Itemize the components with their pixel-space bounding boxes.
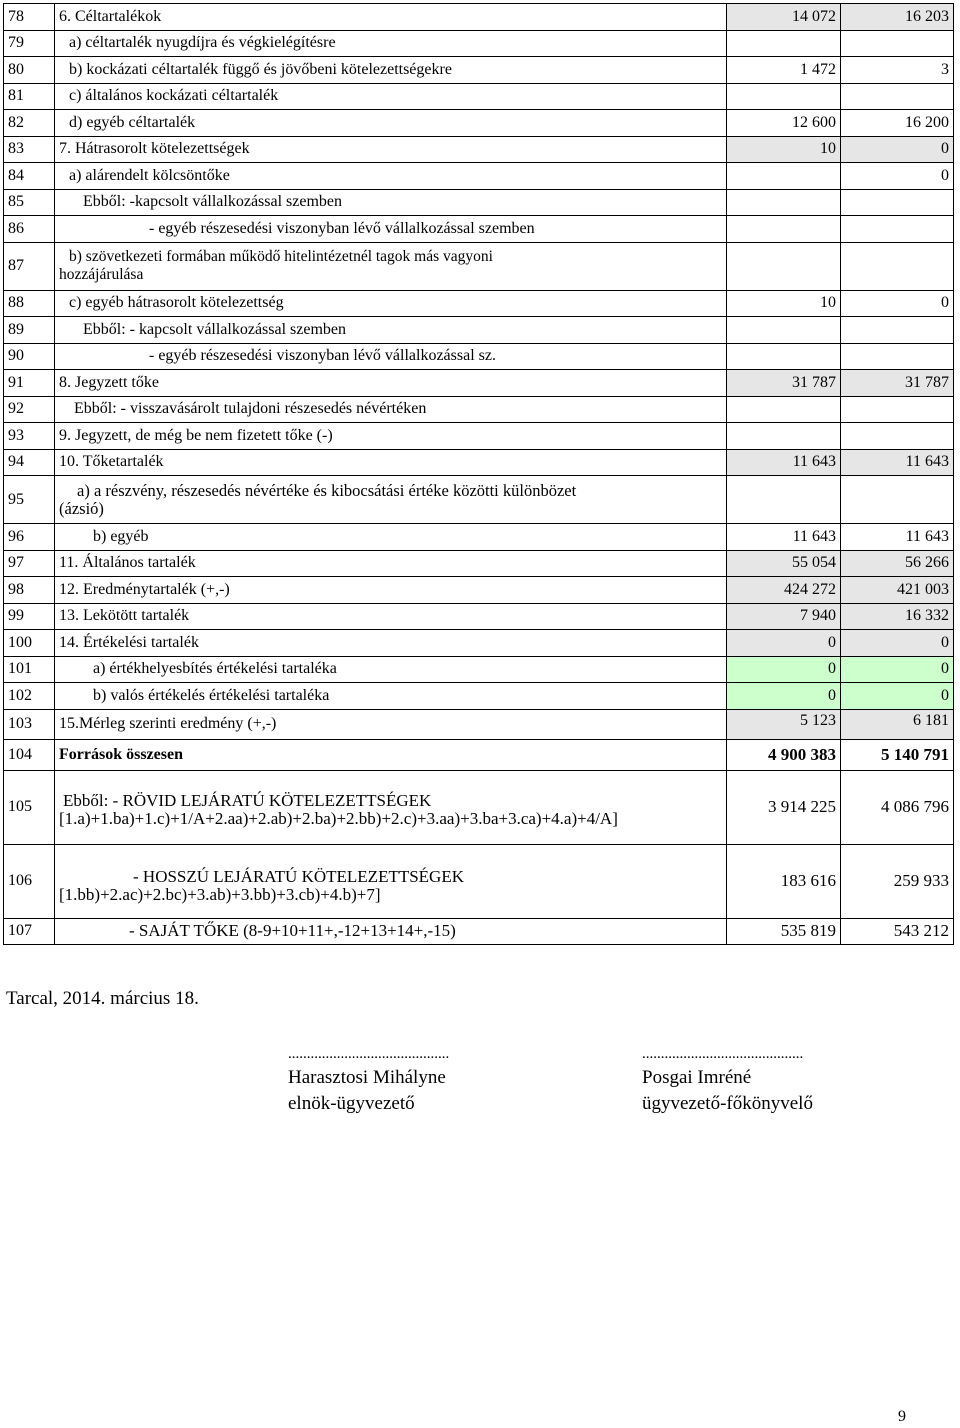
current-year-value: 56 266 [841,550,954,577]
signature-block-2 [642,1046,813,1115]
previous-year-value: 10 [727,290,841,317]
row-number: 103 [4,709,55,739]
row-number: 79 [4,30,55,57]
signature-dots: ........................................... [288,1046,450,1062]
signatory-title: elnök-ügyvezető [288,1093,415,1114]
row-label [55,163,727,190]
previous-year-value: 183 616 [727,844,841,918]
table-row [4,683,954,710]
current-year-value: 3 [841,57,954,84]
previous-year-value: 31 787 [727,370,841,397]
row-number: 88 [4,290,55,317]
row-label [55,83,727,110]
previous-year-value [727,83,841,110]
row-label [55,630,727,657]
row-label [55,844,727,918]
row-number: 95 [4,476,55,524]
signatory-title: ügyvezető-főkönyvelő [642,1093,813,1114]
row-label [55,370,727,397]
row-number: 78 [4,4,55,31]
row-label [55,550,727,577]
row-label-text: - egyéb részesedési viszonyban lévő vállalkozással sz. [149,347,496,365]
row-label [55,577,727,604]
row-label-text: - egyéb részesedési viszonyban lévő vállalkozással szemben [149,219,535,237]
row-label [55,4,727,31]
row-label [55,30,727,57]
row-label [55,136,727,163]
table-row [4,423,954,450]
row-label-text: - HOSSZÚ LEJÁRATÚ KÖTELEZETTSÉGEK [133,867,464,886]
table-row [4,83,954,110]
row-number: 99 [4,603,55,630]
row-label [55,242,727,290]
previous-year-value: 4 900 383 [727,739,841,770]
row-label-text: a) értékhelyesbítés értékelési tartaléka [93,660,337,678]
current-year-value [841,423,954,450]
table-row [4,317,954,344]
table-row [4,136,954,163]
row-label-text: b) szövetkezeti formában működő hitelintézetnél tagok más vagyoni [69,248,493,265]
row-label-text: Ebből: - visszavásárolt tulajdoni részesedés névértéken [74,400,427,418]
current-year-value: 16 332 [841,603,954,630]
current-year-value: 0 [841,163,954,190]
row-number: 93 [4,423,55,450]
table-row [4,770,954,844]
row-number: 80 [4,57,55,84]
row-number: 97 [4,550,55,577]
row-number: 89 [4,317,55,344]
row-label-text-line2: hozzájárulása [59,266,144,283]
row-label-text-line2: [1.bb)+2.ac)+2.bc)+3.ab)+3.bb)+3.cb)+4.b)+7] [59,885,381,904]
current-year-value [841,216,954,243]
row-label-text: a) alárendelt kölcsöntőke [69,166,230,184]
table-row [4,739,954,770]
current-year-value: 31 787 [841,370,954,397]
row-number: 81 [4,83,55,110]
signatory-name: Posgai Imréné [642,1067,752,1088]
row-label-text: 9. Jegyzett, de még be nem fizetett tőke (-) [59,426,333,444]
previous-year-value: 3 914 225 [727,770,841,844]
row-label [55,216,727,243]
table-row [4,57,954,84]
row-number: 84 [4,163,55,190]
table-row [4,476,954,524]
current-year-value: 0 [841,683,954,710]
row-label-text: b) kockázati céltartalék függő és jövőbeni kötelezettségekre [69,60,452,78]
row-label-text: 10. Tőketartalék [59,453,164,471]
row-label-text: a) céltartalék nyugdíjra és végkielégítésre [69,34,336,52]
row-label-text: Ebből: - RÖVID LEJÁRATÚ KÖTELEZETTSÉGEK [63,791,432,810]
row-label [55,524,727,551]
row-number: 94 [4,449,55,476]
row-label-text-line2: [1.a)+1.ba)+1.c)+1/A+2.aa)+2.ab)+2.ba)+2.bb)+2.c)+3.aa)+3.ba+3.ca)+4.a)+4/A] [59,809,618,828]
table-row [4,550,954,577]
row-label-text: b) egyéb [93,527,149,545]
table-row [4,343,954,370]
row-number: 92 [4,396,55,423]
row-number: 100 [4,630,55,657]
current-year-value: 16 203 [841,4,954,31]
row-label-text: 11. Általános tartalék [59,554,196,572]
row-number: 107 [4,918,55,945]
row-label [55,603,727,630]
page-number: 9 [898,1408,906,1425]
current-year-value: 5 140 791 [841,739,954,770]
row-label [55,189,727,216]
current-year-value: 6 181 [841,709,954,739]
previous-year-value: 7 940 [727,603,841,630]
previous-year-value: 0 [727,683,841,710]
row-label-text: Ebből: -kapcsolt vállalkozással szemben [83,193,343,211]
previous-year-value: 11 643 [727,524,841,551]
table-row [4,844,954,918]
row-label-text: Ebből: - kapcsolt vállalkozással szemben [83,320,347,338]
table-row [4,630,954,657]
row-number: 101 [4,656,55,683]
row-number: 102 [4,683,55,710]
previous-year-value [727,242,841,290]
previous-year-value [727,30,841,57]
table-row [4,189,954,216]
balance-sheet-table [3,3,954,945]
row-label-text: 7. Hátrasorolt kötelezettségek [59,140,250,158]
current-year-value: 16 200 [841,110,954,137]
row-number: 87 [4,242,55,290]
current-year-value: 0 [841,136,954,163]
previous-year-value: 10 [727,136,841,163]
row-label-text: 8. Jegyzett tőke [59,373,159,391]
current-year-value: 259 933 [841,844,954,918]
row-label-text: c) általános kockázati céltartalék [69,87,279,105]
current-year-value: 4 086 796 [841,770,954,844]
row-label [55,423,727,450]
row-label [55,739,727,770]
previous-year-value: 12 600 [727,110,841,137]
previous-year-value: 55 054 [727,550,841,577]
row-label-text: c) egyéb hátrasorolt kötelezettség [69,294,284,312]
previous-year-value [727,216,841,243]
current-year-value: 0 [841,630,954,657]
previous-year-value: 0 [727,656,841,683]
row-label [55,290,727,317]
place-date: Tarcal, 2014. március 18. [6,988,199,1009]
row-number: 91 [4,370,55,397]
signature-block-1 [288,1046,449,1115]
row-number: 104 [4,739,55,770]
row-number: 96 [4,524,55,551]
previous-year-value: 14 072 [727,4,841,31]
row-number: 86 [4,216,55,243]
previous-year-value [727,189,841,216]
table-row [4,918,954,945]
row-number: 90 [4,343,55,370]
previous-year-value: 5 123 [727,709,841,739]
row-number: 105 [4,770,55,844]
row-label [55,770,727,844]
table-row [4,163,954,190]
table-row [4,449,954,476]
row-label [55,343,727,370]
row-label [55,57,727,84]
table-row [4,370,954,397]
current-year-value: 421 003 [841,577,954,604]
row-label-text: d) egyéb céltartalék [69,113,196,131]
row-label [55,476,727,524]
row-number: 85 [4,189,55,216]
table-row [4,110,954,137]
current-year-value [841,242,954,290]
current-year-value [841,83,954,110]
previous-year-value: 11 643 [727,449,841,476]
signatory-name: Harasztosi Mihályne [288,1067,446,1088]
row-label-text: 14. Értékelési tartalék [59,633,199,651]
row-label-text: - SAJÁT TŐKE (8-9+10+11+,-12+13+14+,-15) [129,921,456,941]
current-year-value: 11 643 [841,524,954,551]
row-number: 82 [4,110,55,137]
current-year-value [841,189,954,216]
row-label [55,918,727,945]
previous-year-value [727,476,841,524]
previous-year-value: 0 [727,630,841,657]
current-year-value [841,317,954,344]
row-label-text: 13. Lekötött tartalék [59,607,190,625]
previous-year-value [727,343,841,370]
row-label-text: a) a részvény, részesedés névértéke és kibocsátási értéke közötti különbözet [77,480,577,500]
signature-dots: ........................................... [642,1046,804,1062]
row-label [55,683,727,710]
row-label [55,449,727,476]
row-label-text: 15.Mérleg szerinti eredmény (+,-) [59,715,277,732]
previous-year-value [727,163,841,190]
row-label-text: b) valós értékelés értékelési tartaléka [93,686,330,704]
current-year-value [841,476,954,524]
table-row [4,656,954,683]
row-label [55,396,727,423]
current-year-value [841,343,954,370]
row-label [55,709,727,739]
current-year-value: 0 [841,290,954,317]
row-label-text: 12. Eredménytartalék (+,-) [59,580,230,598]
table-row [4,709,954,739]
current-year-value: 0 [841,656,954,683]
table-row [4,524,954,551]
row-label [55,110,727,137]
row-label-text: Források összesen [59,745,183,763]
previous-year-value: 1 472 [727,57,841,84]
current-year-value [841,396,954,423]
table-row [4,290,954,317]
table-row [4,216,954,243]
previous-year-value [727,423,841,450]
row-number: 106 [4,844,55,918]
row-label-text: 6. Céltartalékok [59,7,162,25]
table-row [4,4,954,31]
table-row [4,603,954,630]
row-label [55,317,727,344]
previous-year-value: 535 819 [727,918,841,945]
table-row [4,30,954,57]
previous-year-value [727,317,841,344]
row-label [55,656,727,683]
current-year-value: 543 212 [841,918,954,945]
previous-year-value: 424 272 [727,577,841,604]
table-row [4,396,954,423]
previous-year-value [727,396,841,423]
row-number: 98 [4,577,55,604]
row-label-text-line2: (ázsió) [59,498,104,518]
current-year-value: 11 643 [841,449,954,476]
row-number: 83 [4,136,55,163]
current-year-value [841,30,954,57]
table-row [4,577,954,604]
table-row [4,242,954,290]
